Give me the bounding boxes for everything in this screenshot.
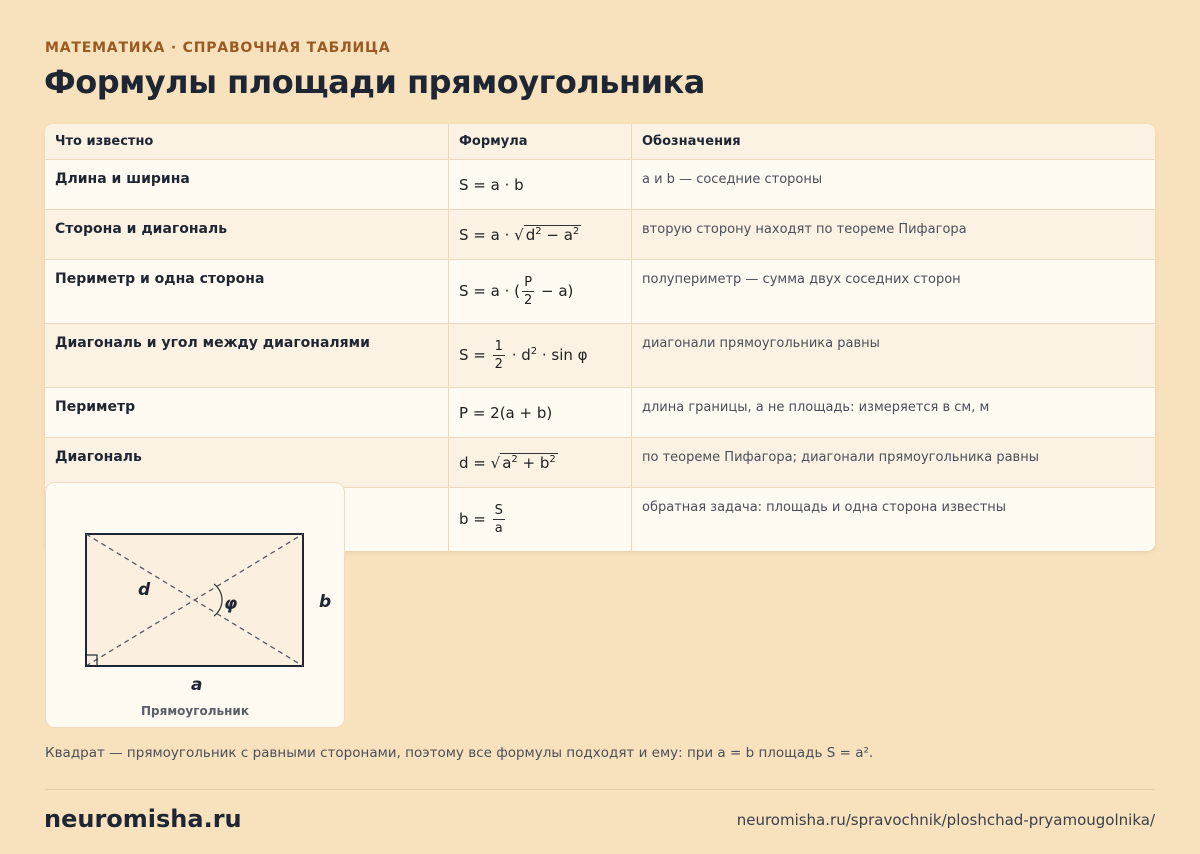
row-notes: a и b — соседние стороны [632,160,1156,210]
row-formula: d = √ $a^2 + b^2$ [449,438,632,488]
rectangle-figure-card [45,482,345,728]
table-row [45,210,1155,260]
row-formula: P = 2(a + b) [449,388,632,438]
figure-caption: Прямоугольник [141,704,249,718]
brand-logo-text[interactable]: neuromisha.ru [44,805,242,833]
label-phi: φ [224,594,238,614]
row-notes: длина границы, а не площадь: измеряется в см, м [632,388,1156,438]
row-known: Диагональ и угол между диагоналями [45,324,449,388]
table-row [45,438,1155,488]
row-formula: S = a · √ $d^2 - a^2$ [449,210,632,260]
row-notes: вторую сторону находят по теореме Пифагора [632,210,1156,260]
row-formula: b = $\frac{S}{a}$ [449,488,632,552]
row-notes: по теореме Пифагора; диагонали прямоугольника равны [632,438,1156,488]
table-row [45,160,1155,210]
row-formula: S = a · b [449,160,632,210]
row-notes: диагонали прямоугольника равны [632,324,1156,388]
label-a: a [191,675,203,695]
row-known: Периметр [45,388,449,438]
row-formula: S = $\frac{1}{2}$ · $d^2 \cdot \sin \varphi$ [449,324,632,388]
row-known: Длина и ширина [45,160,449,210]
row-notes: полупериметр — сумма двух соседних сторон [632,260,1156,324]
column-header-formula: Формула [449,124,632,160]
footer-divider [45,789,1155,790]
page-url[interactable]: neuromisha.ru/spravochnik/ploshchad-pryamougolnika/ [736,811,1155,829]
row-known: Диагональ [45,438,449,488]
table-row [45,388,1155,438]
table-row [45,324,1155,388]
label-d: d [138,580,151,600]
row-notes: обратная задача: площадь и одна сторона известны [632,488,1156,552]
label-b: b [319,592,332,612]
table-header-row [45,124,1155,160]
square-footnote: Квадрат — прямоугольник с равными сторонами, поэтому все формулы подходят и ему: при a = b площадь S = a². [45,745,874,761]
page-title: Формулы площади прямоугольника [44,63,705,101]
row-formula: S = a · ( $\frac{P}{2}$ − a) [449,260,632,324]
column-header-notes: Обозначения [632,124,1156,160]
column-header-known: Что известно [45,124,449,160]
row-known: Периметр и одна сторона [45,260,449,324]
section-kicker: МАТЕМАТИКА · СПРАВОЧНАЯ ТАБЛИЦА [45,40,391,56]
table-row [45,260,1155,324]
rectangle-diagram [46,483,344,727]
row-known: Сторона и диагональ [45,210,449,260]
